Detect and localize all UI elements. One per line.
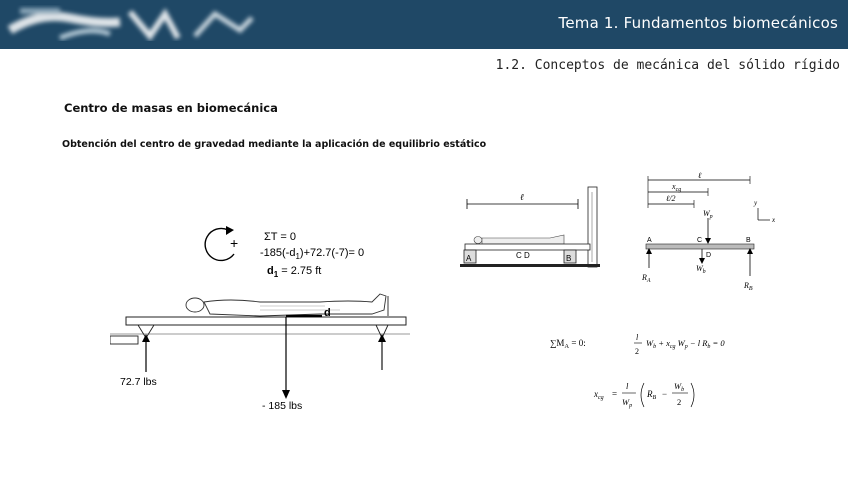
rb-label: $R_B$ <box>744 281 753 292</box>
point-a-label: A <box>647 237 652 244</box>
cd-label: C D <box>516 251 530 260</box>
wp-label: $W_p$ <box>703 209 713 220</box>
left-diagram <box>110 210 430 420</box>
force-down-label: - 185 lbs <box>262 400 303 412</box>
section-title: Centro de masas en biomecánica <box>64 101 278 115</box>
header-logo-graphic <box>0 0 260 49</box>
formula1-den: 2 <box>635 347 639 356</box>
moment-sign: + <box>230 235 239 251</box>
point-b-label: B <box>746 237 751 244</box>
axis-y-label: y <box>754 199 758 207</box>
formula2-minus: − <box>662 389 668 399</box>
reaction-arrow-right-icon <box>378 334 386 370</box>
equation-line: $-185(-d_1)+72.7(-7)= 0$ <box>260 247 365 261</box>
header-bar <box>0 0 848 49</box>
support-b-label: B <box>566 254 572 263</box>
weight-arrow-icon <box>282 317 290 399</box>
page-subtitle: 1.2. Conceptos de mecánica del sólido rígido <box>495 58 840 73</box>
formula2-lhs: $x_{cg}$ <box>594 389 604 401</box>
header-title: Tema 1. Fundamentos biomecánicos <box>558 14 838 32</box>
formula2-eq: = <box>612 389 618 399</box>
force-left-label: 72.7 lbs <box>120 376 157 388</box>
ra-label: $R_A$ <box>642 273 651 284</box>
point-c-label: C <box>697 237 703 244</box>
half-l-label: ℓ/2 <box>666 194 676 203</box>
reaction-arrow-left-icon <box>142 334 150 372</box>
axis-x-label: x <box>772 216 776 224</box>
moment-equation <box>550 330 770 358</box>
equation-sum: ΣT = 0 <box>264 231 296 243</box>
fbd-l-label: ℓ <box>698 171 702 180</box>
equation-result: $d_1 = 2.75$ ft <box>267 265 322 279</box>
formula1-lhs: $\sum M_A = 0$: <box>550 338 586 350</box>
board-scale-diagram <box>460 182 610 272</box>
person-small <box>474 235 564 244</box>
xcg-label: $x_{cg}$ <box>672 182 682 193</box>
figure-caption: Obtención del centro de gravedad mediante la aplicación de equilibrio estático <box>62 139 487 150</box>
free-body-diagram <box>638 168 788 293</box>
board <box>126 317 406 325</box>
support-a-label: A <box>466 254 472 263</box>
formula2-wb-den: 2 <box>677 397 682 407</box>
length-label: ℓ <box>520 192 524 202</box>
formula2-num: l <box>626 381 629 391</box>
person-figure <box>186 294 386 316</box>
formula2-rb: $R_B$ <box>647 389 657 401</box>
point-d-label: D <box>706 252 712 259</box>
formula2-wb: $W_b$ <box>674 381 685 393</box>
formula2-den: $W_p$ <box>622 397 633 409</box>
formula1-num: l <box>636 333 639 342</box>
d-label: d <box>324 307 331 319</box>
formula1-rest: $W_b + x_{cg}$ $W_p - l$ $R_b = 0$ <box>646 338 725 350</box>
xcg-equation <box>592 375 712 415</box>
wb-label: $W_b$ <box>696 264 706 275</box>
